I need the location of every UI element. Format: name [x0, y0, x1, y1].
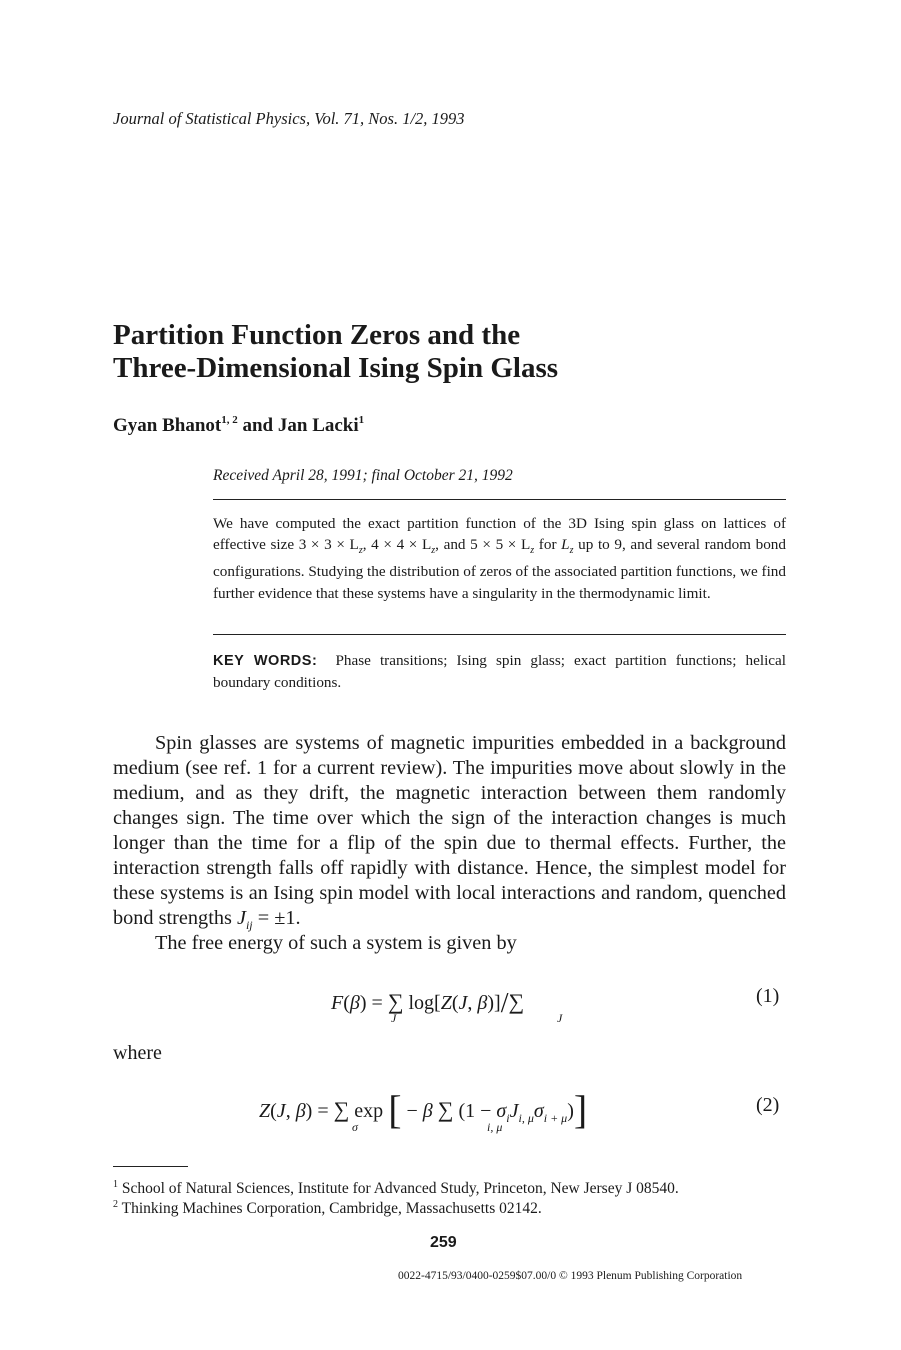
variable: L — [561, 536, 570, 554]
keywords-text: Phase transitions; Ising spin glass; exact partition functions; helical boundary conditions. — [213, 652, 786, 692]
subscript: ij — [245, 918, 253, 933]
abstract-text: , — [362, 536, 372, 554]
body-paragraph: The free energy of such a system is given by — [155, 932, 517, 954]
copyright-line: 0022-4715/93/0400-0259$07.00/0 © 1993 Plenum Publishing Corporation — [398, 1270, 743, 1282]
subscript: z — [569, 545, 574, 557]
where-text: where — [113, 1042, 162, 1064]
journal-header: Journal of Statistical Physics, Vol. 71, Nos. 1/2, 1993 — [113, 109, 465, 128]
footnote-mark: 2 — [113, 1199, 118, 1210]
body-paragraph — [113, 731, 786, 938]
author-list — [113, 415, 364, 437]
author-name: Gyan Bhanot — [113, 415, 222, 436]
subscript: z — [358, 545, 363, 557]
equation-2: Z(J, β) = ∑ exp [ − β ∑ $(1 - \sigma_iJ_{i, \mu}\sigma_{i + \mu})$] σ i, μ — [259, 1087, 588, 1134]
paragraph-text: = ±1. — [252, 907, 301, 929]
abstract-text: We have computed the exact partition function of the 3D Ising spin glass on lattices of effective size — [213, 515, 786, 554]
page-number: 259 — [430, 1234, 457, 1251]
abstract-text: , and — [435, 536, 471, 554]
abstract-text: up to 9, and several random bond configurations. Studying the distribution of zeros of the associated partition functions, we find further evidence that these systems have a singularity in the thermodynamic limit. — [213, 536, 786, 602]
keywords — [213, 650, 786, 693]
abstract-text: for — [534, 536, 562, 554]
affiliation-marks: 1 — [358, 414, 365, 426]
footnote-2 — [113, 1200, 542, 1218]
footnote-1 — [113, 1180, 679, 1198]
lattice-size: 5 × 5 × L — [470, 536, 531, 554]
paper-title — [113, 319, 558, 385]
footnote-rule — [113, 1166, 188, 1167]
subscript: z — [431, 545, 436, 557]
title-line-1: Partition Function Zeros and the — [113, 319, 521, 351]
equation-1: F(β) = ∑ log[Z(J, β)]/∑ J J — [331, 988, 563, 1025]
affiliation-marks: 1, 2 — [221, 414, 238, 426]
lattice-size: 4 × 4 × L — [371, 536, 432, 554]
lattice-size: 3 × 3 × L — [298, 536, 359, 554]
equation-number: (1) — [756, 985, 780, 1007]
abstract-bottom-rule — [213, 634, 786, 635]
footnote-text: School of Natural Sciences, Institute for Advanced Study, Princeton, New Jersey J 08540. — [121, 1180, 679, 1197]
abstract — [213, 513, 786, 604]
keywords-label: KEY WORDS: — [213, 653, 318, 669]
footnote-mark: 1 — [113, 1179, 118, 1190]
author-name: Jan Lacki — [277, 415, 359, 436]
subscript: z — [530, 545, 535, 557]
paragraph-text: Spin glasses are systems of magnetic impurities embedded in a background medium (see ref. 1 for a current review). The impurities move about slowly in the medium, and as they drift, the magnetic interaction between them randomly changes sign. The time over which the sign of the interaction changes is much longer than the time for a flip of the spin due to thermal effects. Further, the interaction strength falls off rapidly with distance. Hence, the simplest model for these systems is an Ising spin model with local interactions and random, quenched bond strengths — [113, 732, 786, 929]
abstract-top-rule — [213, 499, 786, 500]
equation-number: (2) — [756, 1094, 780, 1116]
footnote-text: Thinking Machines Corporation, Cambridge, Massachusetts 02142. — [121, 1200, 542, 1217]
author-connector: and — [237, 415, 278, 436]
variable: J — [236, 907, 246, 929]
title-line-2: Three-Dimensional Ising Spin Glass — [113, 352, 559, 384]
received-dates: Received April 28, 1991; final October 21, 1992 — [213, 467, 513, 484]
